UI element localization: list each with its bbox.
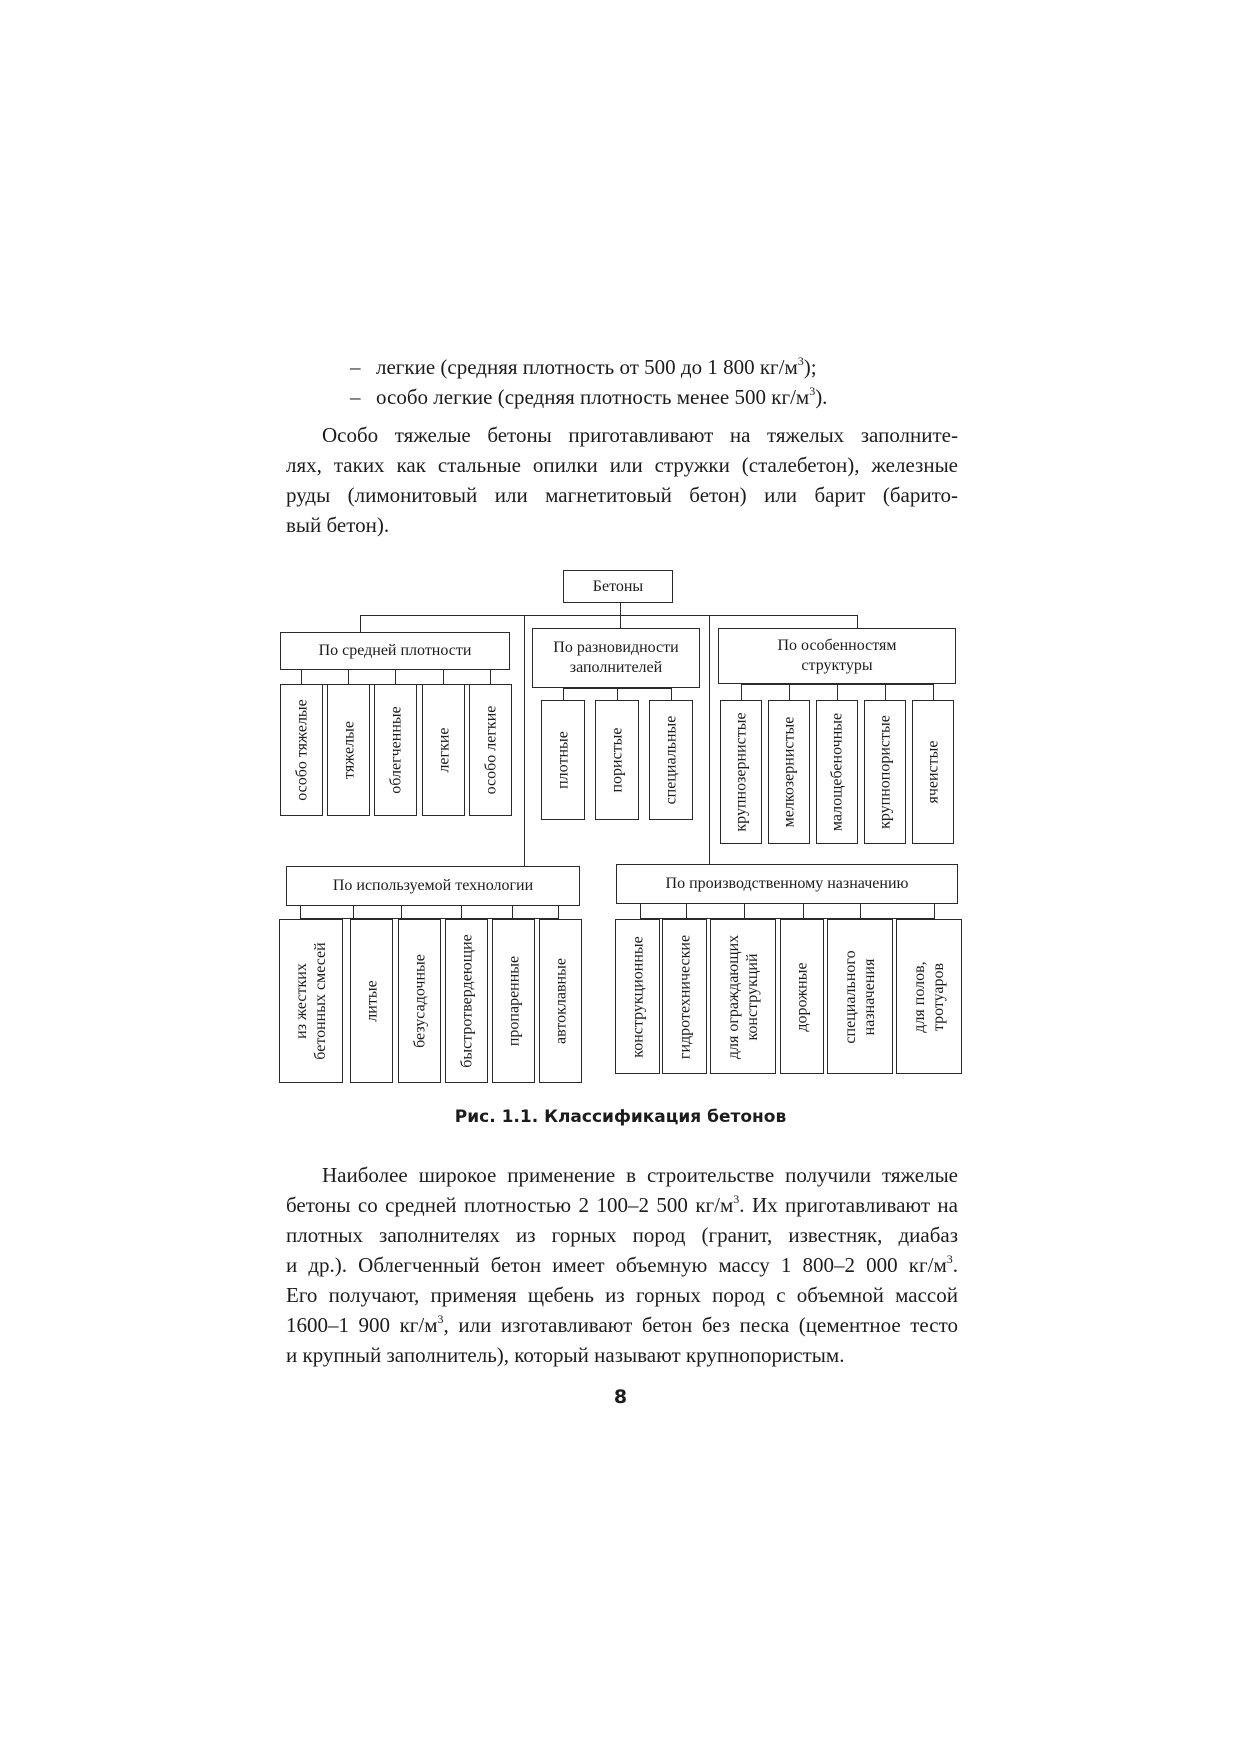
node-technology-item: быстротвердеющие <box>445 919 488 1083</box>
page-number: 8 <box>613 1386 628 1408</box>
node-density-item: легкие <box>422 684 465 816</box>
group-structure: По особенностям структуры <box>718 628 956 684</box>
node-structure-item: ячеистые <box>912 700 954 844</box>
paragraph-line: Наиболее широкое применение в строительстве получили тяжелые <box>322 1163 958 1187</box>
connector-line <box>563 688 564 700</box>
group-technology: По используемой технологии <box>286 866 580 906</box>
connector-line <box>360 615 361 632</box>
list-dash: – <box>350 385 361 409</box>
list-tail: ); <box>803 355 817 379</box>
node-aggregate-item: пористые <box>595 700 639 820</box>
paragraph-line: Особо тяжелые бетоны приготавливают на тяжелых заполните- <box>322 423 958 447</box>
connector-line <box>300 906 301 919</box>
connector-line <box>353 906 354 919</box>
connector-line <box>860 904 861 919</box>
connector-line <box>686 904 687 919</box>
connector-line <box>744 904 745 919</box>
group-density: По средней плотности <box>280 632 510 670</box>
connector-line <box>558 906 559 919</box>
connector-line <box>709 615 710 867</box>
node-purpose-item: специального назначения <box>827 919 893 1074</box>
node-technology-item: из жестких бетонных смесей <box>279 919 343 1083</box>
paragraph-line: 1600–1 900 $кг/м^3$, или изготавливают бетон без песка (цементное тесто <box>286 1312 958 1337</box>
connector-line <box>360 615 857 616</box>
connector-line <box>461 906 462 919</box>
connector-line <box>524 615 525 867</box>
connector-line <box>512 906 513 919</box>
paragraph-line: бетоны со средней плотностью 2 100–2 500 $кг/м^3$. Их приготавливают на <box>286 1192 958 1217</box>
node-purpose-item: для ограждающих конструкций <box>710 919 776 1074</box>
paragraph-line: и крупный заполнитель), который называют крупнопористым. <box>286 1343 845 1367</box>
group-purpose: По производственному назначению <box>616 864 958 904</box>
node-density-item: облегченные <box>374 684 417 816</box>
connector-line <box>933 684 934 700</box>
connector-line <box>671 688 672 700</box>
figure-caption: Рис. 1.1. Классификация бетонов <box>454 1107 787 1127</box>
superscript: 3 <box>797 354 804 368</box>
paragraph-line: лях, таких как стальные опилки или стружки (сталебетон), железные <box>286 453 958 477</box>
list-tail: ). <box>815 385 828 409</box>
connector-line <box>857 615 858 629</box>
node-density-item: тяжелые <box>327 684 370 816</box>
connector-line <box>803 904 804 919</box>
node-structure-item: малощебеночные <box>816 700 858 844</box>
paragraph-line: и др.). Облегченный бетон имеет объемную массу 1 800–2 000 $кг/м^3$. <box>286 1252 958 1277</box>
node-technology-item: литые <box>350 919 393 1083</box>
paragraph-line: плотных заполнителях из горных пород (гранит, известняк, диабаз <box>286 1223 958 1247</box>
node-purpose-item: конструкционные <box>615 919 660 1074</box>
connector-line <box>401 906 402 919</box>
node-density-item: особо тяжелые <box>280 684 323 816</box>
node-density-item: особо легкие <box>469 684 512 816</box>
connector-line <box>620 615 621 629</box>
node-technology-item: автоклавные <box>539 919 582 1083</box>
node-structure-item: крупнопористые <box>864 700 906 844</box>
superscript: 3 <box>809 384 816 398</box>
connector-line <box>789 684 790 700</box>
list-dash: – <box>350 355 361 379</box>
paragraph-line: руды (лимонитовый или магнетитовый бетон) или барит (барито- <box>286 483 958 507</box>
connector-line <box>640 904 641 919</box>
paragraph-dense-concrete <box>286 1160 958 1370</box>
paragraph-line: вый бетон). <box>286 513 390 537</box>
paragraph-line: Его получают, применяя щебень из горных пород с объемной массой <box>286 1283 958 1307</box>
node-aggregate-item: специальные <box>649 700 693 820</box>
node-technology-item: пропаренные <box>492 919 535 1083</box>
connector-line <box>617 688 618 700</box>
list-text: особо легкие (средняя плотность менее 500 кг/м <box>376 385 810 409</box>
node-purpose-item: дорожные <box>780 919 824 1074</box>
connector-line <box>885 684 886 700</box>
connector-line <box>620 602 621 616</box>
node-structure-item: крупнозернистые <box>720 700 762 844</box>
root-node: Бетоны <box>563 570 673 603</box>
connector-line <box>934 904 935 919</box>
node-aggregate-item: плотные <box>541 700 585 820</box>
connector-line <box>837 684 838 700</box>
node-structure-item: мелкозернистые <box>768 700 810 844</box>
node-purpose-item: для полов, тротуаров <box>896 919 962 1074</box>
list-text: легкие (средняя плотность от 500 до 1 800 кг/м <box>376 355 798 379</box>
group-aggregate: По разновидности заполнителей <box>532 628 700 688</box>
node-purpose-item: гидротехнические <box>662 919 707 1074</box>
connector-line <box>741 684 742 700</box>
node-technology-item: безусадочные <box>398 919 441 1083</box>
